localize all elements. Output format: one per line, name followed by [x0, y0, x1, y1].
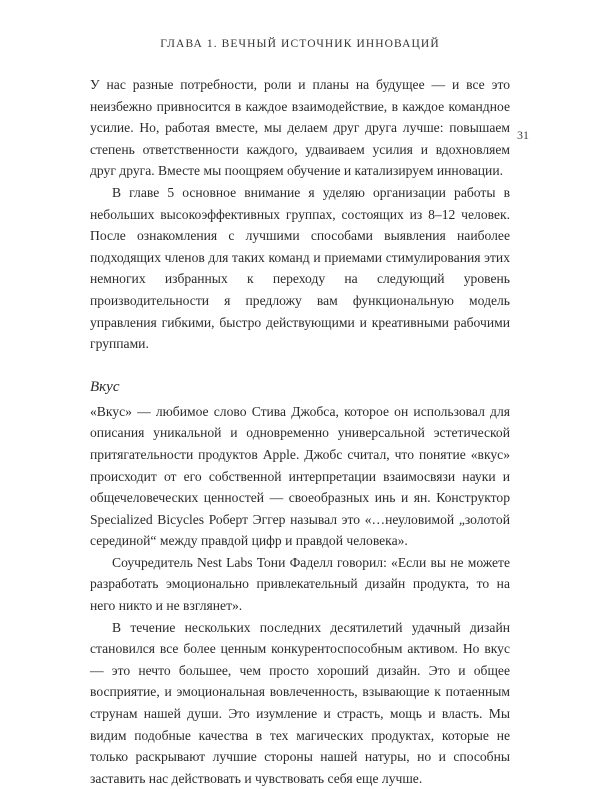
paragraph: В главе 5 основное внимание я уделяю организации работы в небольших высокоэффективных группах, состоящих из 8–12 человек. После ознакомления с лучшими способами выявления наиболее подходящих членов для таких команд и приемами стимулирования этих немногих избранных к переходу на следующий уровень производительности я предложу вам функциональную модель управления гибкими, быстро действующими и креативными рабочими группами. [90, 184, 510, 352]
section-title: Вкус [90, 378, 120, 395]
paragraph: В течение нескольких последних десятилетий удачный дизайн становился все более ценным конкурентоспособным активом. Но вкус — это нечто большее, чем просто хороший дизайн. Это и общее восприятие, и эмоциональная вовлеченность, взывающие к потаенным струнам нашей души. Это изумление и страсть, мощь и власть. Мы видим подобные качества в тех магических продуктах, которые не только раскрывают лучшие стороны нашей натуры, но и способны заставить нас действовать и чувствовать себя еще лучше. [90, 619, 510, 786]
paragraph: «Вкус» — любимое слово Стива Джобса, которое он использовал для описания уникальной и одновременно универсальной эстетической притягательности продуктов Apple. Джобс считал, что понятие «вкус» происходит от его собственной интерпретации взаимосвязи науки и общечеловеческих ценностей — своеобразных инь и ян. Конструктор Specialized Bicycles Роберт Эггер называл это «…неуловимой „золотой серединой“ между правдой цифр и правдой человека». [90, 403, 510, 549]
paragraph: Соучредитель Nest Labs Тони Фаделл говорил: «Если вы не можете разработать эмоционально привлекательный дизайн продукта, то на него никто и не взглянет». [90, 554, 510, 614]
running-head: ГЛАВА 1. ВЕЧНЫЙ ИСТОЧНИК ИННОВАЦИЙ [160, 38, 440, 50]
paragraph: У нас разные потребности, роли и планы на будущее — и все это неизбежно привносится в каждое взаимодействие, в каждое командное усилие. Но, работая вместе, мы делаем друг друга лучше: повышаем степень ответственности каждого, удваиваем усилия и вдохновляем друг друга. Вместе мы поощряем обучение и катализируем инновации. [90, 77, 510, 179]
body-text [90, 74, 510, 789]
page-number: 31 [517, 128, 529, 142]
